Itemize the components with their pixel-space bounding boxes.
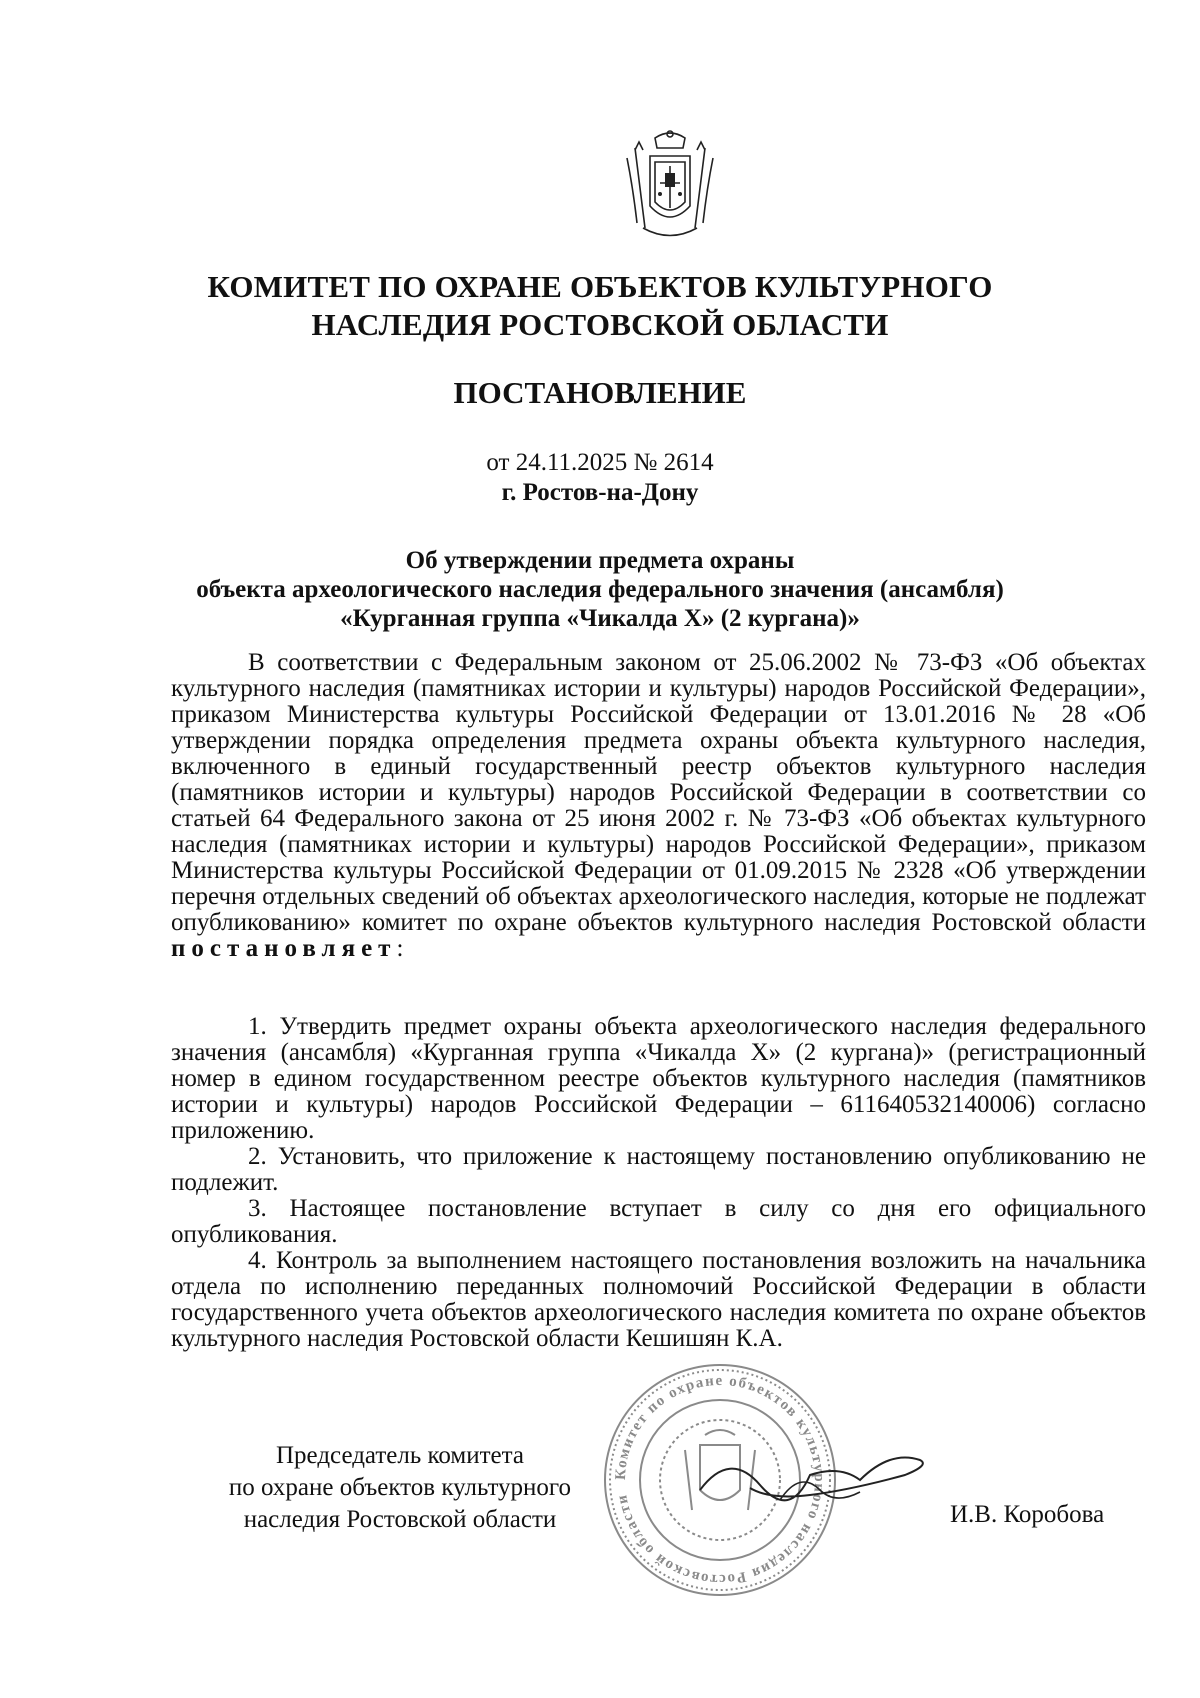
intro-text: В соответствии с Федеральным законом от 25.06.2002 № 73-ФЗ «Об объектах культурного наследия (памятниках истории и культуры) народов Российской Федерации», приказом Министерства культуры Российской Федерации от 13.01.2016 № 28 «Об утверждении порядка определения предмета охраны объекта культурного наследия, включенного в единый государственный реестр объектов культурного наследия (памятников истории и культуры) народов Российской Федерации в соответствии со статьей 64 Федерального закона от 25 июня 2002 г. № 73-ФЗ «Об объектах культурного наследия (памятниках истории и культуры) народов Российской Федерации», приказом Министерства культуры Российской Федерации от 01.09.2015 № 2328 «Об утверждении перечня отдельных сведений об объектах археологического наследия, которые не подлежат опубликованию» комитет по охране объектов культурного наследия Ростовской области <box>171 649 1146 936</box>
position-line3: наследия Ростовской области <box>243 1506 557 1533</box>
document-subject <box>120 546 1080 633</box>
document-type: ПОСТАНОВЛЕНИЕ <box>453 375 747 410</box>
position-line1: Председатель комитета <box>276 1442 524 1469</box>
signatory-position <box>190 1440 610 1536</box>
subject-line3: «Курганная группа «Чикалда X» (2 кургана)» <box>340 605 860 632</box>
org-title-line1: КОМИТЕТ ПО ОХРАНЕ ОБЪЕКТОВ КУЛЬТУРНОГО <box>207 269 993 304</box>
org-title-line2: НАСЛЕДИЯ РОСТОВСКОЙ ОБЛАСТИ <box>311 307 889 342</box>
coat-of-arms-icon <box>615 128 725 248</box>
handwritten-signature <box>690 1430 940 1520</box>
subject-line1: Об утверждении предмета охраны <box>405 547 795 574</box>
resolution-item: 2. Установить, что приложение к настоящему постановлению опубликованию не подлежит. <box>171 1143 1146 1196</box>
decree-word: постановляет <box>171 935 397 962</box>
city: г. Ростов-на-Дону <box>501 479 699 506</box>
resolution-item: 1. Утвердить предмет охраны объекта археологического наследия федерального значения (ансамбля) «Курганная группа «Чикалда X» (2 кургана)» (регистрационный номер в едином государственном реестре объектов культурного наследия (памятников истории и культуры) народов Российской Федерации – 611640532140006) согласно приложению. <box>171 1013 1146 1144</box>
subject-line2: объекта археологического наследия федерального значения (ансамбля) <box>196 576 1004 603</box>
resolution-item: 4. Контроль за выполнением настоящего постановления возложить на начальника отдела по исполнению переданных полномочий Российской Федерации в области государственного учета объектов археологического наследия комитета по охране объектов культурного наследия Ростовской области Кешишян К.А. <box>171 1247 1146 1352</box>
resolution-items <box>171 1014 1146 1352</box>
intro-tail: : <box>396 935 404 962</box>
signer-name: И.В. Коробова <box>950 1501 1105 1528</box>
position-line2: по охране объектов культурного <box>228 1474 572 1501</box>
date-number: от 24.11.2025 № 2614 <box>486 449 714 476</box>
resolution-item: 3. Настоящее постановление вступает в силу со дня его официального опубликования. <box>171 1195 1146 1248</box>
intro-paragraph <box>171 650 1146 962</box>
organization-title <box>120 268 1080 344</box>
seal-ring-text: Комитет по охране объектов культурного наследия Ростовской области <box>612 1372 828 1588</box>
